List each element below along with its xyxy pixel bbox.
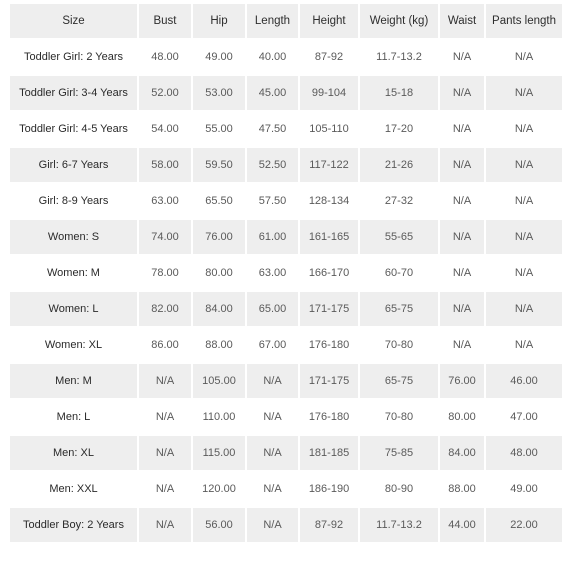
cell-height: 99-104 [300, 76, 358, 110]
cell-height: 161-165 [300, 220, 358, 254]
cell-bust: 78.00 [139, 256, 191, 290]
cell-weight: 70-80 [360, 328, 438, 362]
cell-length: 67.00 [247, 328, 298, 362]
column-header-waist: Waist [440, 4, 484, 38]
table-row [10, 472, 562, 506]
table-row [10, 508, 562, 542]
cell-pants-length: N/A [486, 328, 562, 362]
table-row [10, 184, 562, 218]
cell-bust: 52.00 [139, 76, 191, 110]
cell-pants-length: 49.00 [486, 472, 562, 506]
cell-waist: N/A [440, 184, 484, 218]
cell-hip: 80.00 [193, 256, 245, 290]
table-row [10, 76, 562, 110]
cell-size: Women: M [10, 256, 137, 290]
table-row [10, 292, 562, 326]
cell-bust: 48.00 [139, 40, 191, 74]
cell-pants-length: N/A [486, 148, 562, 182]
cell-height: 87-92 [300, 508, 358, 542]
cell-length: N/A [247, 364, 298, 398]
cell-waist: 88.00 [440, 472, 484, 506]
cell-weight: 65-75 [360, 364, 438, 398]
cell-size: Men: M [10, 364, 137, 398]
table-row [10, 220, 562, 254]
header-row [10, 4, 562, 38]
cell-pants-length: N/A [486, 40, 562, 74]
cell-length: 57.50 [247, 184, 298, 218]
cell-size: Toddler Girl: 2 Years [10, 40, 137, 74]
cell-waist: 76.00 [440, 364, 484, 398]
cell-waist: 80.00 [440, 400, 484, 434]
cell-bust: N/A [139, 400, 191, 434]
cell-size: Women: S [10, 220, 137, 254]
cell-size: Men: XL [10, 436, 137, 470]
cell-length: 63.00 [247, 256, 298, 290]
cell-weight: 11.7-13.2 [360, 508, 438, 542]
cell-weight: 60-70 [360, 256, 438, 290]
cell-length: N/A [247, 436, 298, 470]
cell-length: N/A [247, 472, 298, 506]
cell-hip: 49.00 [193, 40, 245, 74]
cell-bust: 86.00 [139, 328, 191, 362]
cell-weight: 80-90 [360, 472, 438, 506]
column-header-pants-length: Pants length [486, 4, 562, 38]
cell-waist: N/A [440, 76, 484, 110]
cell-pants-length: 22.00 [486, 508, 562, 542]
cell-bust: N/A [139, 364, 191, 398]
table-row [10, 436, 562, 470]
cell-hip: 115.00 [193, 436, 245, 470]
cell-size: Girl: 6-7 Years [10, 148, 137, 182]
table-row [10, 364, 562, 398]
cell-weight: 55-65 [360, 220, 438, 254]
cell-hip: 84.00 [193, 292, 245, 326]
cell-bust: N/A [139, 508, 191, 542]
table-row [10, 328, 562, 362]
cell-size: Girl: 8-9 Years [10, 184, 137, 218]
cell-length: 47.50 [247, 112, 298, 146]
cell-size: Women: L [10, 292, 137, 326]
size-chart-table [8, 2, 564, 544]
cell-waist: N/A [440, 40, 484, 74]
cell-weight: 75-85 [360, 436, 438, 470]
cell-weight: 70-80 [360, 400, 438, 434]
cell-weight: 65-75 [360, 292, 438, 326]
cell-waist: N/A [440, 292, 484, 326]
cell-size: Toddler Boy: 2 Years [10, 508, 137, 542]
cell-hip: 53.00 [193, 76, 245, 110]
cell-weight: 15-18 [360, 76, 438, 110]
table-row [10, 256, 562, 290]
cell-bust: N/A [139, 472, 191, 506]
cell-bust: 58.00 [139, 148, 191, 182]
column-header-size: Size [10, 4, 137, 38]
cell-length: 40.00 [247, 40, 298, 74]
cell-hip: 56.00 [193, 508, 245, 542]
cell-size: Toddler Girl: 3-4 Years [10, 76, 137, 110]
cell-pants-length: 48.00 [486, 436, 562, 470]
cell-weight: 11.7-13.2 [360, 40, 438, 74]
cell-size: Men: L [10, 400, 137, 434]
cell-weight: 27-32 [360, 184, 438, 218]
table-body [10, 40, 562, 542]
table-row [10, 400, 562, 434]
cell-length: N/A [247, 508, 298, 542]
cell-pants-length: N/A [486, 292, 562, 326]
cell-waist: N/A [440, 112, 484, 146]
table-row [10, 40, 562, 74]
cell-height: 176-180 [300, 328, 358, 362]
cell-size: Toddler Girl: 4-5 Years [10, 112, 137, 146]
cell-height: 87-92 [300, 40, 358, 74]
cell-height: 117-122 [300, 148, 358, 182]
cell-length: 65.00 [247, 292, 298, 326]
cell-pants-length: N/A [486, 112, 562, 146]
column-header-hip: Hip [193, 4, 245, 38]
cell-pants-length: N/A [486, 76, 562, 110]
cell-hip: 105.00 [193, 364, 245, 398]
cell-pants-length: N/A [486, 220, 562, 254]
cell-bust: 82.00 [139, 292, 191, 326]
column-header-weight: Weight (kg) [360, 4, 438, 38]
cell-hip: 76.00 [193, 220, 245, 254]
cell-height: 105-110 [300, 112, 358, 146]
cell-length: 61.00 [247, 220, 298, 254]
cell-height: 171-175 [300, 364, 358, 398]
cell-height: 176-180 [300, 400, 358, 434]
cell-hip: 65.50 [193, 184, 245, 218]
cell-length: N/A [247, 400, 298, 434]
column-header-height: Height [300, 4, 358, 38]
cell-waist: 44.00 [440, 508, 484, 542]
cell-waist: N/A [440, 328, 484, 362]
cell-bust: 74.00 [139, 220, 191, 254]
cell-hip: 110.00 [193, 400, 245, 434]
cell-pants-length: N/A [486, 256, 562, 290]
cell-height: 181-185 [300, 436, 358, 470]
cell-size: Women: XL [10, 328, 137, 362]
cell-pants-length: 47.00 [486, 400, 562, 434]
cell-hip: 120.00 [193, 472, 245, 506]
cell-length: 45.00 [247, 76, 298, 110]
cell-waist: 84.00 [440, 436, 484, 470]
column-header-bust: Bust [139, 4, 191, 38]
cell-size: Men: XXL [10, 472, 137, 506]
table-row [10, 148, 562, 182]
cell-bust: N/A [139, 436, 191, 470]
cell-waist: N/A [440, 220, 484, 254]
cell-bust: 54.00 [139, 112, 191, 146]
table-row [10, 112, 562, 146]
column-header-length: Length [247, 4, 298, 38]
cell-height: 128-134 [300, 184, 358, 218]
cell-hip: 55.00 [193, 112, 245, 146]
cell-waist: N/A [440, 148, 484, 182]
cell-waist: N/A [440, 256, 484, 290]
cell-height: 166-170 [300, 256, 358, 290]
cell-hip: 59.50 [193, 148, 245, 182]
cell-bust: 63.00 [139, 184, 191, 218]
cell-length: 52.50 [247, 148, 298, 182]
cell-hip: 88.00 [193, 328, 245, 362]
cell-pants-length: 46.00 [486, 364, 562, 398]
cell-height: 171-175 [300, 292, 358, 326]
cell-weight: 17-20 [360, 112, 438, 146]
cell-weight: 21-26 [360, 148, 438, 182]
cell-height: 186-190 [300, 472, 358, 506]
cell-pants-length: N/A [486, 184, 562, 218]
